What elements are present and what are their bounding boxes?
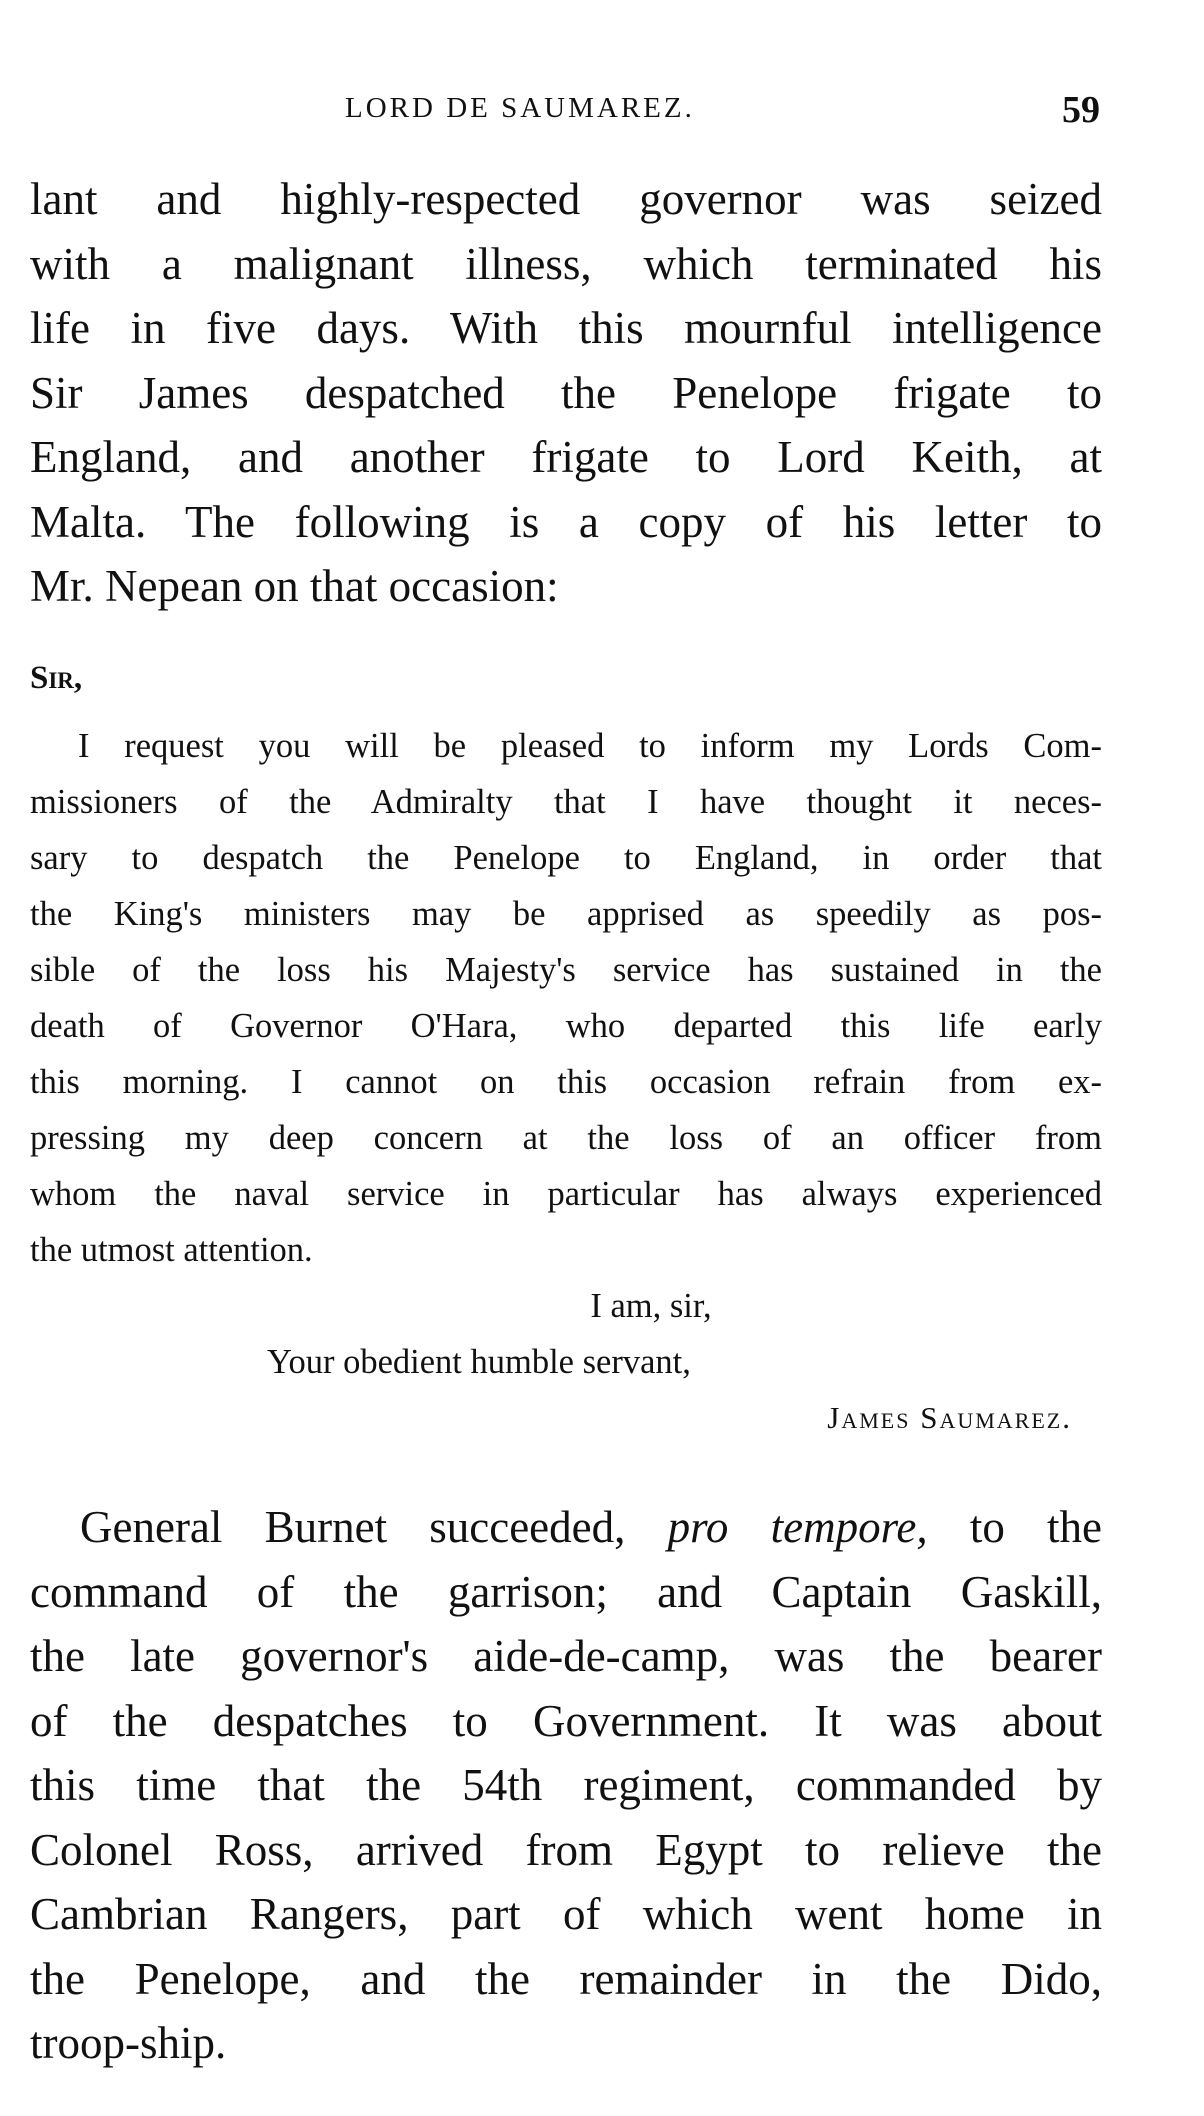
italic-phrase: pro tempore, bbox=[667, 1502, 928, 1552]
text-line: of the despatches to Government. It was about bbox=[30, 1695, 1102, 1746]
letter-line: missioners of the Admiralty that I have thought it neces- bbox=[30, 783, 1102, 821]
text-line: with a malignant illness, which terminated his bbox=[30, 238, 1102, 289]
text-line bbox=[30, 1495, 1102, 1560]
letter-line: death of Governor O'Hara, who departed this life early bbox=[30, 1007, 1102, 1045]
text-line: troop-ship. bbox=[30, 2018, 227, 2068]
text-line: lant and highly-respected governor was seized bbox=[30, 174, 1102, 224]
text-line: the late governor's aide-de-camp, was the bearer bbox=[30, 1631, 1102, 1681]
text-line: Mr. Nepean on that occasion: bbox=[30, 561, 559, 611]
text-run: to the bbox=[927, 1502, 1103, 1552]
letter-signature: James Saumarez. bbox=[827, 1400, 1072, 1435]
paragraph-opening bbox=[30, 167, 1102, 619]
letter-line: this morning. I cannot on this occasion refrain from ex- bbox=[30, 1063, 1102, 1101]
page-number: 59 bbox=[1062, 89, 1100, 131]
letter-line: I request you will be pleased to inform my Lords Com- bbox=[78, 727, 1102, 765]
text-line: Malta. The following is a copy of his letter to bbox=[30, 496, 1102, 547]
text-line: this time that the 54th regiment, commanded by bbox=[30, 1760, 1102, 1810]
letter-line: the utmost attention. bbox=[30, 1231, 313, 1269]
letter-line: pressing my deep concern at the loss of an officer from bbox=[30, 1119, 1102, 1157]
letter-closing: Your obedient humble servant, bbox=[267, 1343, 691, 1381]
text-line: England, and another frigate to Lord Keith, at bbox=[30, 432, 1102, 482]
letter-salutation: Sir, bbox=[30, 660, 83, 696]
running-head bbox=[30, 88, 1100, 138]
running-title: LORD DE SAUMAREZ. bbox=[345, 92, 695, 124]
letter-line: sible of the loss his Majesty's service has sustained in the bbox=[30, 951, 1102, 989]
paragraph-closing bbox=[30, 1495, 1102, 2076]
text-line: Colonel Ross, arrived from Egypt to relieve the bbox=[30, 1824, 1102, 1875]
text-line: the Penelope, and the remainder in the Dido, bbox=[30, 1953, 1102, 2004]
text-line: Cambrian Rangers, part of which went home in bbox=[30, 1889, 1102, 1939]
text-line: life in five days. With this mournful intelligence bbox=[30, 303, 1102, 353]
text-line: command of the garrison; and Captain Gaskill, bbox=[30, 1566, 1102, 1617]
text-run: General Burnet succeeded, bbox=[80, 1502, 668, 1552]
text-line: Sir James despatched the Penelope frigate to bbox=[30, 367, 1102, 418]
letter-line: sary to despatch the Penelope to England, in order that bbox=[30, 839, 1102, 877]
letter-closing: I am, sir, bbox=[590, 1287, 712, 1325]
letter-line: the King's ministers may be apprised as speedily as pos- bbox=[30, 895, 1102, 933]
quoted-letter bbox=[30, 650, 1102, 1446]
letter-line: whom the naval service in particular has always experienced bbox=[30, 1175, 1102, 1213]
